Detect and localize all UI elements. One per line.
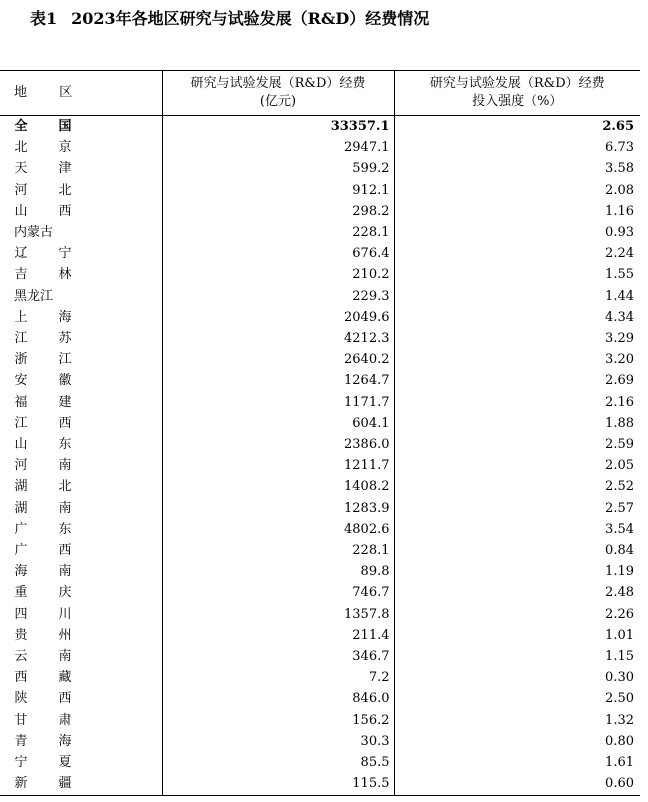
region-name: 吉 林 — [14, 267, 72, 283]
table-row — [0, 349, 640, 370]
expenditure-cell: 676.4 — [162, 243, 394, 264]
intensity-cell: 1.01 — [394, 625, 640, 646]
table-row — [0, 370, 640, 391]
intensity-cell: 2.16 — [394, 392, 640, 413]
expenditure-cell: 599.2 — [162, 158, 394, 179]
intensity-cell: 6.73 — [394, 137, 640, 158]
region-cell — [0, 498, 162, 519]
table-row — [0, 561, 640, 582]
intensity-cell: 2.08 — [394, 180, 640, 201]
table-row — [0, 307, 640, 328]
region-cell — [0, 307, 162, 328]
table-row — [0, 582, 640, 603]
expenditure-cell: 30.3 — [162, 731, 394, 752]
region-cell — [0, 625, 162, 646]
region-cell — [0, 286, 162, 307]
intensity-cell: 3.20 — [394, 349, 640, 370]
rd-expenditure-table — [0, 70, 640, 796]
expenditure-cell: 115.5 — [162, 773, 394, 795]
region-name: 西 藏 — [14, 670, 72, 686]
region-cell — [0, 243, 162, 264]
expenditure-cell: 1171.7 — [162, 392, 394, 413]
region-cell — [0, 604, 162, 625]
table-row — [0, 688, 640, 709]
expenditure-cell: 846.0 — [162, 688, 394, 709]
header-expenditure-line2: (亿元) — [259, 94, 297, 109]
header-row — [0, 71, 640, 116]
intensity-cell: 2.69 — [394, 370, 640, 391]
table-row — [0, 328, 640, 349]
expenditure-cell: 346.7 — [162, 646, 394, 667]
table-body — [0, 116, 640, 796]
expenditure-cell: 1264.7 — [162, 370, 394, 391]
table-row — [0, 731, 640, 752]
region-name: 山 东 — [14, 437, 72, 453]
expenditure-cell: 2386.0 — [162, 434, 394, 455]
intensity-cell: 0.80 — [394, 731, 640, 752]
intensity-cell: 2.57 — [394, 498, 640, 519]
region-cell — [0, 476, 162, 497]
region-name: 陕 西 — [14, 691, 72, 707]
intensity-cell: 1.61 — [394, 752, 640, 773]
region-name: 内蒙古 — [14, 225, 54, 241]
region-cell — [0, 667, 162, 688]
expenditure-cell: 298.2 — [162, 201, 394, 222]
region-cell — [0, 222, 162, 243]
region-name: 全 国 — [14, 119, 72, 134]
intensity-cell: 3.54 — [394, 519, 640, 540]
expenditure-cell: 1283.9 — [162, 498, 394, 519]
region-cell — [0, 731, 162, 752]
table-row — [0, 264, 640, 285]
intensity-cell: 0.60 — [394, 773, 640, 795]
intensity-cell: 1.16 — [394, 201, 640, 222]
region-name: 广 东 — [14, 521, 72, 537]
region-name: 天 津 — [14, 161, 72, 177]
intensity-cell: 0.84 — [394, 540, 640, 561]
region-cell — [0, 773, 162, 795]
intensity-cell: 1.15 — [394, 646, 640, 667]
table-row — [0, 519, 640, 540]
intensity-cell: 2.48 — [394, 582, 640, 603]
table-row — [0, 201, 640, 222]
expenditure-cell: 746.7 — [162, 582, 394, 603]
region-name: 山 西 — [14, 203, 72, 219]
region-cell — [0, 413, 162, 434]
expenditure-cell: 2640.2 — [162, 349, 394, 370]
intensity-cell: 3.29 — [394, 328, 640, 349]
region-cell — [0, 582, 162, 603]
region-cell — [0, 137, 162, 158]
header-expenditure-line1: 研究与试验发展（R&D）经费 — [190, 76, 366, 91]
region-name: 海 南 — [14, 564, 72, 580]
intensity-cell: 2.24 — [394, 243, 640, 264]
expenditure-cell: 912.1 — [162, 180, 394, 201]
expenditure-cell: 1211.7 — [162, 455, 394, 476]
region-name: 江 西 — [14, 415, 72, 431]
table-title-text: 2023年各地区研究与试验发展（R&D）经费情况 — [71, 9, 430, 28]
table-row — [0, 625, 640, 646]
header-region: 地 区 — [0, 71, 162, 116]
expenditure-cell: 4212.3 — [162, 328, 394, 349]
table-row — [0, 243, 640, 264]
region-cell — [0, 158, 162, 179]
region-name: 北 京 — [14, 140, 72, 156]
expenditure-cell: 33357.1 — [162, 116, 394, 138]
intensity-cell: 0.30 — [394, 667, 640, 688]
header-intensity-line1: 研究与试验发展（R&D）经费 — [429, 76, 605, 91]
expenditure-cell: 2947.1 — [162, 137, 394, 158]
region-name: 四 川 — [14, 606, 72, 622]
region-cell — [0, 519, 162, 540]
region-cell — [0, 349, 162, 370]
region-cell — [0, 264, 162, 285]
region-name: 甘 肃 — [14, 712, 72, 728]
table-row — [0, 646, 640, 667]
region-name: 安 徽 — [14, 373, 72, 389]
intensity-cell: 1.55 — [394, 264, 640, 285]
table-row — [0, 498, 640, 519]
expenditure-cell: 604.1 — [162, 413, 394, 434]
region-cell — [0, 561, 162, 582]
region-name: 宁 夏 — [14, 755, 72, 771]
expenditure-cell: 4802.6 — [162, 519, 394, 540]
region-cell — [0, 752, 162, 773]
table-row — [0, 137, 640, 158]
region-name: 贵 州 — [14, 627, 72, 643]
expenditure-cell: 211.4 — [162, 625, 394, 646]
table-row — [0, 667, 640, 688]
region-name: 青 海 — [14, 733, 72, 749]
region-name: 浙 江 — [14, 352, 72, 368]
intensity-cell: 1.88 — [394, 413, 640, 434]
expenditure-cell: 89.8 — [162, 561, 394, 582]
header-intensity — [394, 71, 640, 116]
region-cell — [0, 434, 162, 455]
expenditure-cell: 156.2 — [162, 710, 394, 731]
region-name: 上 海 — [14, 309, 72, 325]
region-name: 黑龙江 — [14, 288, 54, 304]
region-name: 河 北 — [14, 182, 72, 198]
expenditure-cell: 229.3 — [162, 286, 394, 307]
table-row — [0, 710, 640, 731]
table-number: 表1 — [30, 9, 58, 28]
table-row-total — [0, 116, 640, 138]
region-name: 广 西 — [14, 543, 72, 559]
intensity-cell: 2.05 — [394, 455, 640, 476]
table-title — [30, 6, 429, 29]
table-row — [0, 540, 640, 561]
region-cell — [0, 540, 162, 561]
table-row — [0, 773, 640, 795]
region-cell — [0, 201, 162, 222]
expenditure-cell: 1408.2 — [162, 476, 394, 497]
table-row — [0, 180, 640, 201]
table-row — [0, 413, 640, 434]
expenditure-cell: 210.2 — [162, 264, 394, 285]
intensity-cell: 1.32 — [394, 710, 640, 731]
expenditure-cell: 1357.8 — [162, 604, 394, 625]
table-row — [0, 476, 640, 497]
table-row — [0, 752, 640, 773]
table-row — [0, 604, 640, 625]
region-name: 新 疆 — [14, 776, 72, 792]
region-cell — [0, 710, 162, 731]
header-expenditure — [162, 71, 394, 116]
region-cell — [0, 370, 162, 391]
intensity-cell: 2.50 — [394, 688, 640, 709]
intensity-cell: 0.93 — [394, 222, 640, 243]
region-cell — [0, 455, 162, 476]
header-intensity-line2: 投入强度（%） — [472, 94, 563, 109]
intensity-cell: 2.59 — [394, 434, 640, 455]
intensity-cell: 1.19 — [394, 561, 640, 582]
table-row — [0, 455, 640, 476]
expenditure-cell: 228.1 — [162, 540, 394, 561]
intensity-cell: 2.52 — [394, 476, 640, 497]
intensity-cell: 2.26 — [394, 604, 640, 625]
expenditure-cell: 228.1 — [162, 222, 394, 243]
region-cell — [0, 646, 162, 667]
table-row — [0, 286, 640, 307]
region-name: 云 南 — [14, 649, 72, 665]
region-name: 重 庆 — [14, 585, 72, 601]
table-row — [0, 434, 640, 455]
intensity-cell: 2.65 — [394, 116, 640, 138]
table-row — [0, 222, 640, 243]
intensity-cell: 4.34 — [394, 307, 640, 328]
expenditure-cell: 85.5 — [162, 752, 394, 773]
region-name: 河 南 — [14, 458, 72, 474]
expenditure-cell: 7.2 — [162, 667, 394, 688]
region-cell — [0, 392, 162, 413]
region-name: 福 建 — [14, 394, 72, 410]
region-cell — [0, 688, 162, 709]
region-cell — [0, 328, 162, 349]
intensity-cell: 3.58 — [394, 158, 640, 179]
table-row — [0, 392, 640, 413]
region-name: 湖 南 — [14, 500, 72, 516]
region-cell — [0, 180, 162, 201]
region-name: 湖 北 — [14, 479, 72, 495]
region-name: 江 苏 — [14, 331, 72, 347]
region-name: 辽 宁 — [14, 246, 72, 262]
region-cell — [0, 116, 162, 138]
table-row — [0, 158, 640, 179]
expenditure-cell: 2049.6 — [162, 307, 394, 328]
intensity-cell: 1.44 — [394, 286, 640, 307]
